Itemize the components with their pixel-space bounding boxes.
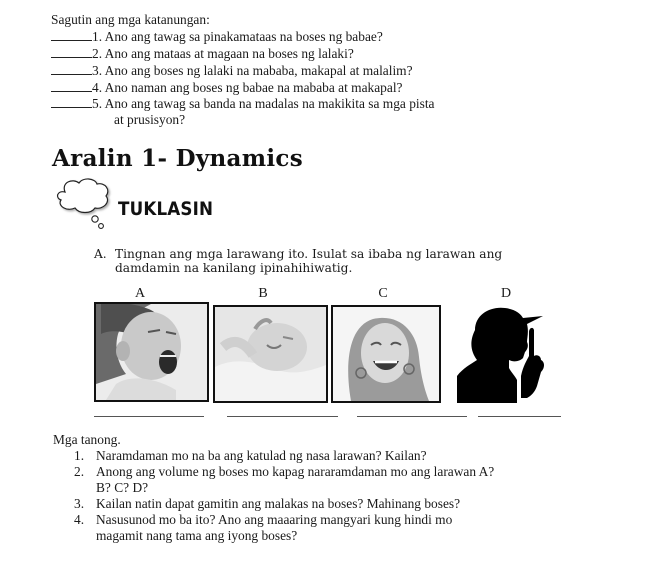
item-number: 3. xyxy=(92,63,103,78)
activity-item-1 xyxy=(51,29,383,45)
picture-label-d: D xyxy=(500,286,512,301)
instruction-marker: A. xyxy=(94,247,107,261)
question-2 xyxy=(74,464,494,480)
answer-blank[interactable] xyxy=(51,96,92,108)
item-text: Ano ang mataas at magaan na boses ng lalaki? xyxy=(104,46,354,61)
instruction-line-1: Tingnan ang mga larawang ito. Isulat sa ibaba ng larawan ang xyxy=(115,247,503,261)
picture-a-shouting-boy xyxy=(94,302,209,402)
question-text: Anong ang volume ng boses mo kapag nararamdaman mo ang larawan A? xyxy=(96,464,495,479)
picture-c-laughing-girl xyxy=(331,305,441,403)
answer-line-b[interactable] xyxy=(227,416,338,417)
item-text: Ano ang boses ng lalaki na mababa, makapal at malalim? xyxy=(104,63,413,78)
question-number: 4. xyxy=(74,512,85,527)
item-number: 4. xyxy=(92,80,103,95)
question-text: Kailan natin dapat gamitin ang malakas na boses? Mahinang boses? xyxy=(96,496,461,511)
picture-label-b: B xyxy=(258,286,268,301)
answer-line-d[interactable] xyxy=(478,416,561,417)
picture-d-shush-silhouette xyxy=(457,306,557,403)
answer-line-a[interactable] xyxy=(94,416,204,417)
questions-heading: Mga tanong. xyxy=(53,432,121,447)
answer-line-c[interactable] xyxy=(357,416,467,417)
answer-blank[interactable] xyxy=(51,46,92,58)
item-text: Ano ang tawag sa pinakamataas na boses ng babae? xyxy=(104,29,383,44)
item-text: Ano ang tawag sa banda na madalas na makikita sa mga pista xyxy=(104,96,435,111)
item-number: 2. xyxy=(92,46,103,61)
picture-b-crying-baby xyxy=(213,305,328,403)
question-3 xyxy=(74,496,460,512)
answer-blank[interactable] xyxy=(51,29,92,41)
activity-heading: Sagutin ang mga katanungan: xyxy=(51,12,210,27)
answer-blank[interactable] xyxy=(51,80,92,92)
activity-item-3 xyxy=(51,63,413,79)
lesson-title: Aralin 1- Dynamics xyxy=(52,145,303,172)
question-2-continuation: B? C? D? xyxy=(96,480,149,495)
question-number: 1. xyxy=(74,448,85,463)
question-number: 3. xyxy=(74,496,85,511)
picture-label-c: C xyxy=(378,286,388,301)
instruction-line-2: damdamin na kanilang ipinahihiwatig. xyxy=(115,261,353,275)
question-text: Nasusunod mo ba ito? Ano ang maaaring mangyari kung hindi mo xyxy=(96,512,453,527)
question-text: Naramdaman mo na ba ang katulad ng nasa larawan? Kailan? xyxy=(96,448,427,463)
thought-bubble-icon xyxy=(55,178,115,230)
activity-item-2 xyxy=(51,46,354,62)
question-4 xyxy=(74,512,452,528)
answer-blank[interactable] xyxy=(51,63,92,75)
picture-label-a: A xyxy=(134,286,146,301)
question-4-continuation: magamit nang tama ang iyong boses? xyxy=(96,528,298,543)
section-label-tuklasin: TUKLASIN xyxy=(118,198,214,220)
item-text: Ano naman ang boses ng babae na mababa at makapal? xyxy=(104,80,403,95)
activity-item-4 xyxy=(51,80,402,96)
question-1 xyxy=(74,448,427,464)
activity-item-5-continuation: at prusisyon? xyxy=(114,112,186,127)
item-number: 1. xyxy=(92,29,103,44)
activity-item-5 xyxy=(51,96,434,112)
item-number: 5. xyxy=(92,96,103,111)
question-number: 2. xyxy=(74,464,85,479)
